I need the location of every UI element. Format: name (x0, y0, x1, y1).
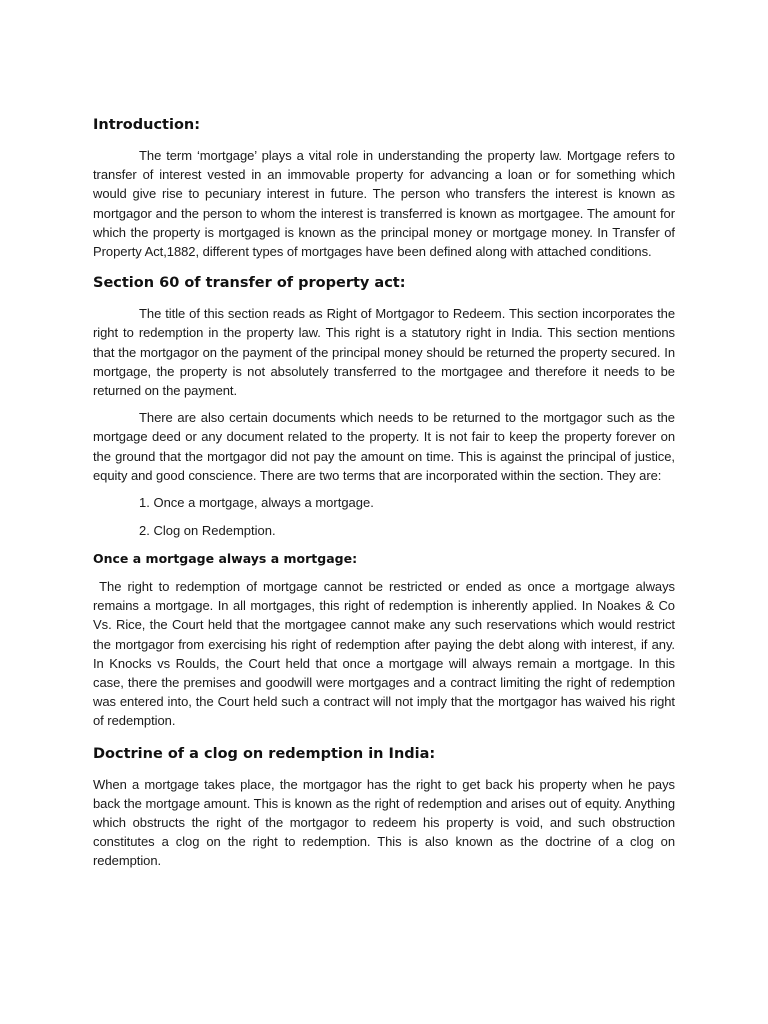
once-a-mortgage-paragraph: The right to redemption of mortgage cannot be restricted or ended as once a mortgage always remains a mortgage. In all mortgages, this right of redemption is inherently applied. In Noakes & Co Vs. Rice, the Court held that the mortgagee cannot make any such reservations which would restrict the mortgagor from exercising his right of redemption after paying the debt along with interest, if any. In Knocks vs Roulds, the Court held that once a mortgage will always remain a mortgage. In this case, there the premises and goodwill were mortgages and a contract limiting the right of redemption was entered into, the Court held such a contract will not imply that the mortgagor has waived his right of redemption. (93, 579, 679, 729)
document-body (93, 116, 679, 879)
doctrine-paragraph: When a mortgage takes place, the mortgagor has the right to get back his property when he pays back the mortgage amount. This is known as the right of redemption and arises out of equity. Anything which obstructs the right of the mortgagor to redeem his property is void, and such obstruction constitutes a clog on the right to redemption. This is also known as the doctrine of a clog on redemption. (93, 776, 675, 869)
section-60-paragraph-1: The title of this section reads as Right of Mortgagor to Redeem. This section incorporates the right to redemption in the property law. This right is a statutory right in India. This section mentions that the mortgagor on the payment of the principal money should be returned the property secured. In mortgage, the property is not absolutely transferred to the mortgagee and therefore it needs to be returned on the payment. (93, 306, 675, 399)
introduction-heading: Introduction: (93, 117, 201, 133)
section-60-paragraph-2: There are also certain documents which needs to be returned to the mortgagor such as the mortgage deed or any document related to the property. It is not fair to keep the property forever on the ground that the mortgagor did not pay the amount on time. This is against the principal of justice, equity and good conscience. There are two terms that are incorporated within the section. They are: (93, 410, 675, 483)
list-item: 1. Once a mortgage, always a mortgage. (139, 495, 374, 511)
introduction-paragraph: The term ‘mortgage’ plays a vital role in understanding the property law. Mortgage refers to transfer of interest vested in an immovable property for advancing a loan or for something which would give rise to pecuniary interest in future. The person who transfers the interest is known as mortgagor and the person to whom the interest is transferred is known as mortgagee. The amount for which the property is mortgaged is known as the principal money or mortgage money. In Transfer of Property Act,1882, different types of mortgages have been defined along with attached conditions. (93, 148, 675, 260)
section-60-heading: Section 60 of transfer of property act: (93, 275, 406, 292)
section-60-terms-list (139, 493, 675, 540)
doctrine-heading: Doctrine of a clog on redemption in India: (93, 745, 436, 762)
list-item: 2. Clog on Redemption. (139, 523, 276, 539)
once-a-mortgage-heading: Once a mortgage always a mortgage: (93, 551, 358, 567)
